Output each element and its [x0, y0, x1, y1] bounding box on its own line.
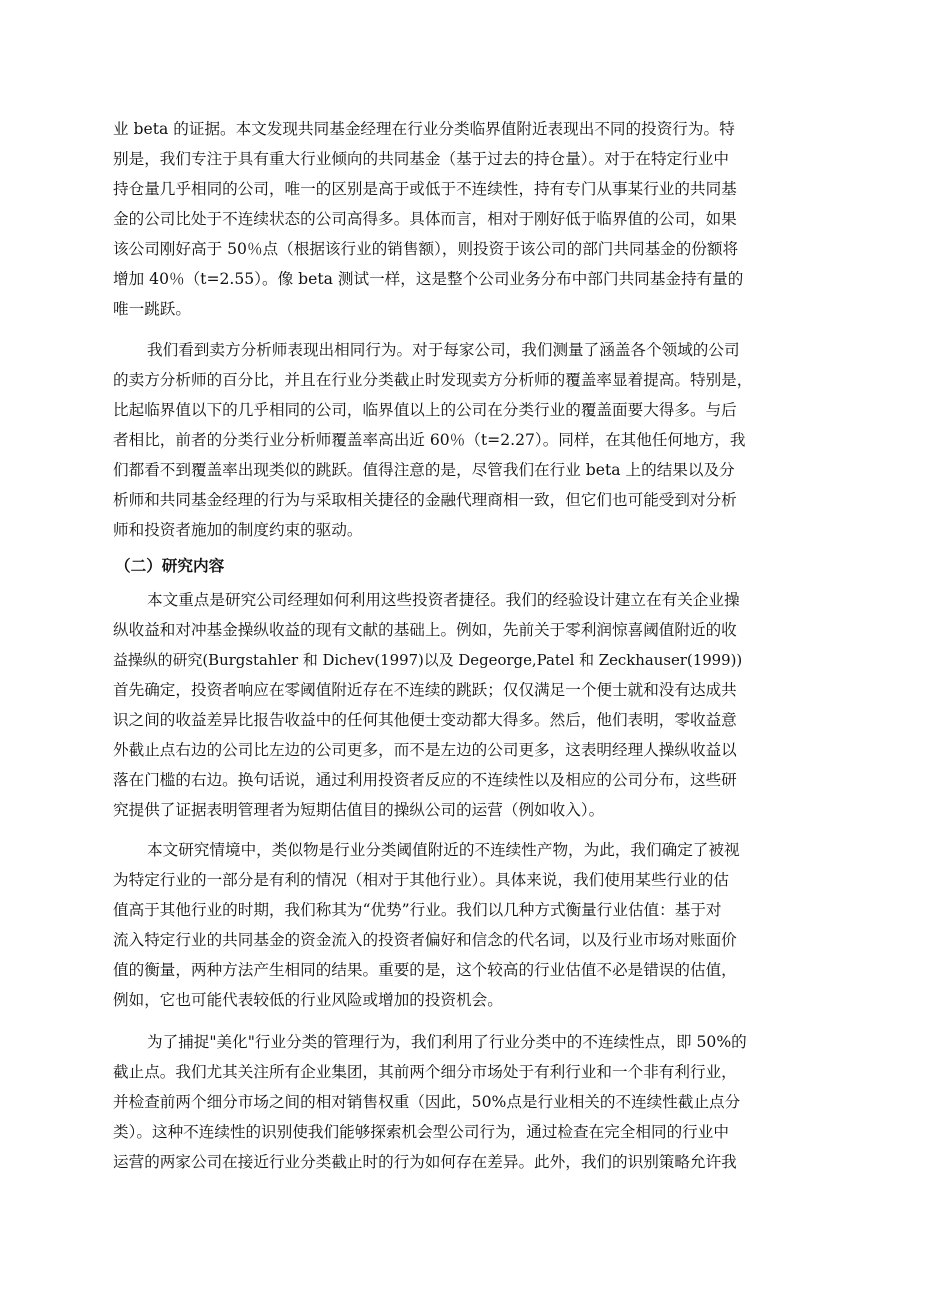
paragraph-2-line: 师和投资者施加的制度约束的驱动。 — [113, 521, 363, 539]
paragraph-4-line: 值的衡量，两种方法产生相同的结果。重要的是，这个较高的行业估值不必是错误的估值， — [113, 961, 737, 979]
paragraph-3-line: 外截止点右边的公司比左边的公司更多，而不是左边的公司更多，这表明经理人操纵收益以 — [113, 741, 737, 759]
paragraph-5-line: 并检查前两个细分市场之间的相对销售权重（因此，50%点是行业相关的不连续性截止点分 — [113, 1093, 741, 1111]
paragraph-2-line: 们都看不到覆盖率出现类似的跳跃。值得注意的是，尽管我们在行业 beta 上的结果以及分 — [113, 461, 735, 479]
paragraph-1-line: 金的公司比处于不连续状态的公司高得多。具体而言，相对于刚好低于临界值的公司，如果 — [113, 210, 737, 228]
paragraph-4-line: 值高于其他行业的时期，我们称其为“优势”行业。我们以几种方式衡量行业估值：基于对 — [113, 901, 722, 919]
paragraph-1-line: 持仓量几乎相同的公司，唯一的区别是高于或低于不连续性，持有专门从事某行业的共同基 — [113, 180, 737, 198]
section-heading: （二）研究内容 — [115, 557, 225, 575]
paragraph-1-line: 该公司刚好高于 50％点（根据该行业的销售额），则投资于该公司的部门共同基金的份额将 — [113, 240, 739, 258]
paragraph-3-line: 本文重点是研究公司经理如何利用这些投资者捷径。我们的经验设计建立在有关企业操 — [147, 591, 740, 609]
paragraph-4-line: 例如，它也可能代表较低的行业风险或增加的投资机会。 — [113, 991, 503, 1009]
paragraph-4-line: 本文研究情境中，类似物是行业分类阈值附近的不连续性产物，为此，我们确定了被视 — [147, 841, 740, 859]
paragraph-3-line: 究提供了证据表明管理者为短期估值目的操纵公司的运营（例如收入）。 — [113, 801, 605, 819]
paragraph-2-line: 者相比，前者的分类行业分析师覆盖率高出近 60％（t=2.27）。同样，在其他任何地方，我 — [113, 431, 746, 449]
body-text — [113, 0, 789, 1309]
paragraph-1-line: 业 beta 的证据。本文发现共同基金经理在行业分类临界值附近表现出不同的投资行为。特 — [113, 120, 735, 138]
paragraph-5-line: 截止点。我们尤其关注所有企业集团，其前两个细分市场处于有利行业和一个非有利行业， — [113, 1063, 737, 1081]
paragraph-3-line: 首先确定，投资者响应在零阈值附近存在不连续的跳跃；仅仅满足一个便士就和没有达成共 — [113, 681, 737, 699]
paragraph-3-line: 益操纵的研究(Burgstahler 和 Dichev(1997)以及 Degeorge,Patel 和 Zeckhauser(1999)) — [113, 651, 743, 669]
paragraph-4-line: 为特定行业的一部分是有利的情况（相对于其他行业）。具体来说，我们使用某些行业的估 — [113, 871, 729, 889]
paragraph-3-line: 落在门槛的右边。换句话说，通过利用投资者反应的不连续性以及相应的公司分布，这些研 — [113, 771, 737, 789]
paragraph-1-line: 唯一跳跃。 — [113, 300, 191, 318]
paragraph-1-line: 增加 40％（t=2.55）。像 beta 测试一样，这是整个公司业务分布中部门共同基金持有量的 — [113, 270, 744, 288]
paragraph-5-line: 类）。这种不连续性的识别使我们能够探索机会型公司行为，通过检查在完全相同的行业中 — [113, 1123, 729, 1141]
paragraph-4-line: 流入特定行业的共同基金的资金流入的投资者偏好和信念的代名词，以及行业市场对账面价 — [113, 931, 737, 949]
paragraph-5-line: 运营的两家公司在接近行业分类截止时的行为如何存在差异。此外，我们的识别策略允许我 — [113, 1153, 737, 1171]
paragraph-3-line: 识之间的收益差异比报告收益中的任何其他便士变动都大得多。然后，他们表明，零收益意 — [113, 711, 737, 729]
paragraph-1-line: 别是，我们专注于具有重大行业倾向的共同基金（基于过去的持仓量）。对于在特定行业中 — [113, 150, 729, 168]
paragraph-5-line: 为了捕捉"美化"行业分类的管理行为，我们利用了行业分类中的不连续性点，即 50%的 — [147, 1033, 747, 1051]
paragraph-2-line: 比起临界值以下的几乎相同的公司，临界值以上的公司在分类行业的覆盖面要大得多。与后 — [113, 401, 737, 419]
paragraph-2-line: 我们看到卖方分析师表现出相同行为。对于每家公司，我们测量了涵盖各个领域的公司 — [147, 341, 740, 359]
paragraph-2-line: 析师和共同基金经理的行为与采取相关捷径的金融代理商相一致，但它们也可能受到对分析 — [113, 491, 737, 509]
paragraph-3-line: 纵收益和对冲基金操纵收益的现有文献的基础上。例如，先前关于零利润惊喜阈值附近的收 — [113, 621, 737, 639]
paragraph-2-line: 的卖方分析师的百分比，并且在行业分类截止时发现卖方分析师的覆盖率显着提高。特别是， — [113, 371, 753, 389]
